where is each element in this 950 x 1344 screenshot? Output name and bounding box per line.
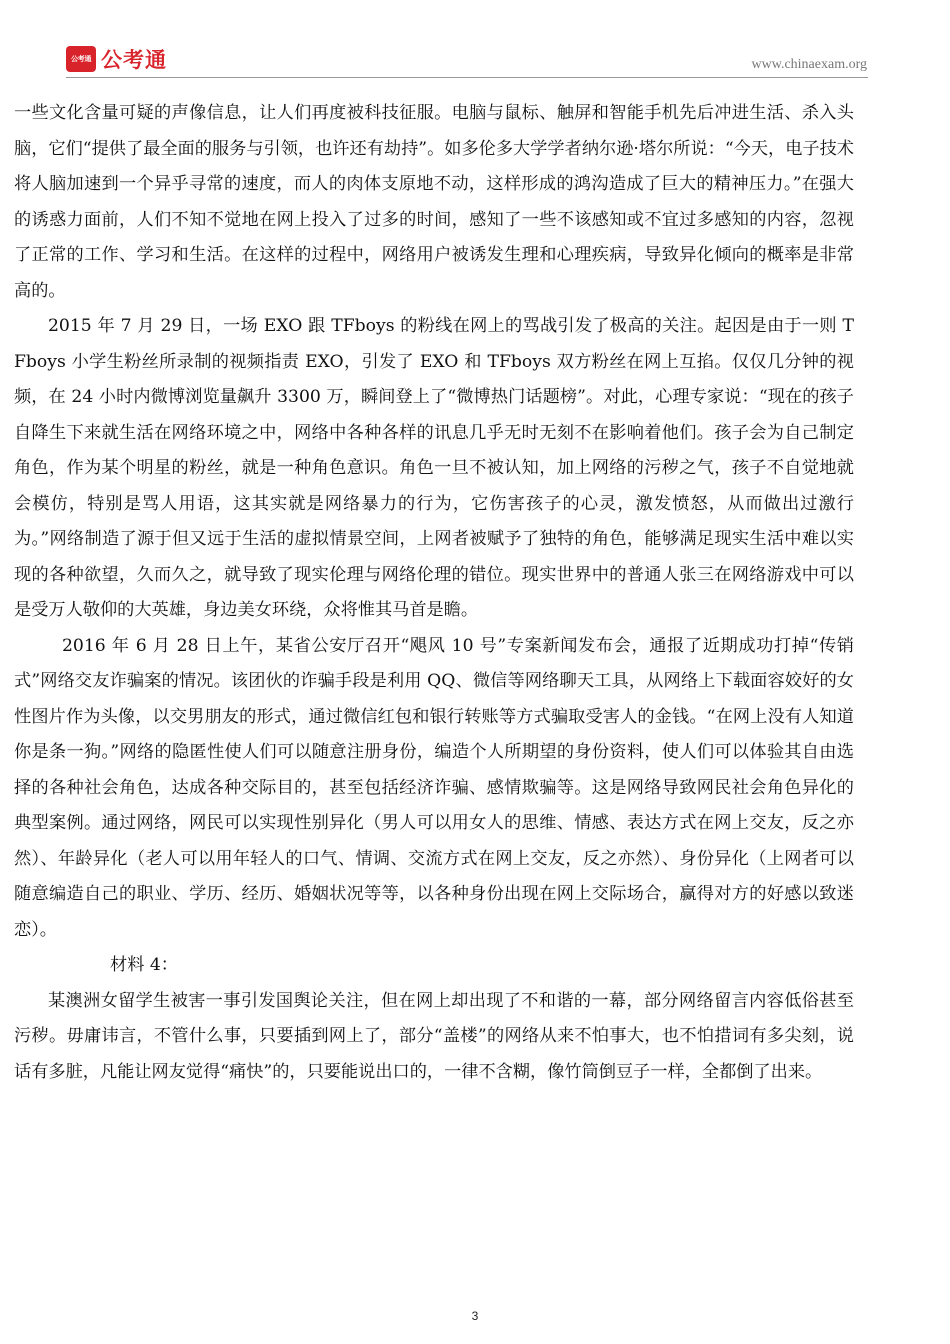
paragraph-2: 2015 年 7 月 29 日，一场 EXO 跟 TFboys 的粉线在网上的骂战引发了极高的关注。起因是由于一则 TFboys 小学生粉丝所录制的视频指责 EXO，引发了 EXO 和 TFboys 双方粉丝在网上互掐。仅仅几分钟的视频，在 24 小时内微博浏览量飙升 3300 万，瞬间登上了“微博热门话题榜”。对此，心理专家说：“现在的孩子自降生下来就生活在网络环境之中，网络中各种各样的讯息几乎无时无刻不在影响着他们。孩子会为自己制定角色，作为某个明星的粉丝，就是一种角色意识。角色一旦不被认知，加上网络的污秽之气，孩子不自觉地就会模仿，特别是骂人用语，这其实就是网络暴力的行为，它伤害孩子的心灵，激发愤怒，从而做出过激行为。”网络制造了源于但又远于生活的虚拟情景空间，上网者被赋予了独特的角色，能够满足现实生活中难以实现的各种欲望，久而久之，就导致了现实伦理与网络伦理的错位。现实世界中的普通人张三在网络游戏中可以是受万人敬仰的大英雄，身边美女环绕，众将惟其马首是瞻。 — [14, 316, 854, 620]
logo-text: 公考通 — [101, 48, 167, 72]
page-number: 3 — [471, 1309, 479, 1323]
paragraph-4: 某澳洲女留学生被害一事引发国舆论关注，但在网上却出现了不和谐的一幕，部分网络留言内容低俗甚至污秽。毋庸讳言，不管什么事，只要插到网上了，部分“盖楼”的网络从来不怕事大，也不怕措词有多尖刻，说话有多脏，凡能让网友觉得“痛快”的，只要能说出口的，一律不含糊，像竹筒倒豆子一样，全都倒了出来。 — [14, 990, 854, 1082]
site-logo[interactable] — [66, 44, 167, 74]
header-divider — [66, 77, 868, 78]
site-url: www.chinaexam.org — [751, 57, 867, 72]
page-header — [0, 0, 950, 80]
material-heading: 材料 4： — [110, 955, 178, 975]
paragraph-3: 2016 年 6 月 28 日上午，某省公安厅召开“飓风 10 号”专案新闻发布会，通报了近期成功打掉“传销式”网络交友诈骗案的情况。该团伙的诈骗手段是利用 QQ、微信等网络聊天工具，从网络上下载面容姣好的女性图片作为头像，以交男朋友的形式，通过微信红包和银行转账等方式骗取受害人的金钱。“在网上没有人知道你是条一狗。”网络的隐匿性使人们可以随意注册身份，编造个人所期望的身份资料，使人们可以体验其自由选择的各种社会角色，达成各种交际目的，甚至包括经济诈骗、感情欺骗等。这是网络导致网民社会角色异化的典型案例。通过网络，网民可以实现性别异化（男人可以用女人的思维、情感、表达方式在网上交友，反之亦然）、年龄异化（老人可以用年轻人的口气、情调、交流方式在网上交友，反之亦然）、身份异化（上网者可以随意编造自己的职业、学历、经历、婚姻状况等等，以各种身份出现在网上交际场合，赢得对方的好感以致迷恋）。 — [14, 635, 854, 940]
logo-mark-icon: 公考通 — [66, 46, 96, 72]
document-body — [14, 96, 854, 1090]
paragraph-1: 一些文化含量可疑的声像信息，让人们再度被科技征服。电脑与鼠标、触屏和智能手机先后冲进生活、杀入头脑，它们“提供了最全面的服务与引领，也许还有劫持”。如多伦多大学学者纳尔逊·塔尔所说：“今天，电子技术将人脑加速到一个异乎寻常的速度，而人的肉体支原地不动，这样形成的鸿沟造成了巨大的精神压力。”在强大的诱惑力面前，人们不知不觉地在网上投入了过多的时间，感知了一些不该感知或不宜过多感知的内容，忽视了正常的工作、学习和生活。在这样的过程中，网络用户被诱发生理和心理疾病，导致异化倾向的概率是非常高的。 — [14, 103, 854, 301]
